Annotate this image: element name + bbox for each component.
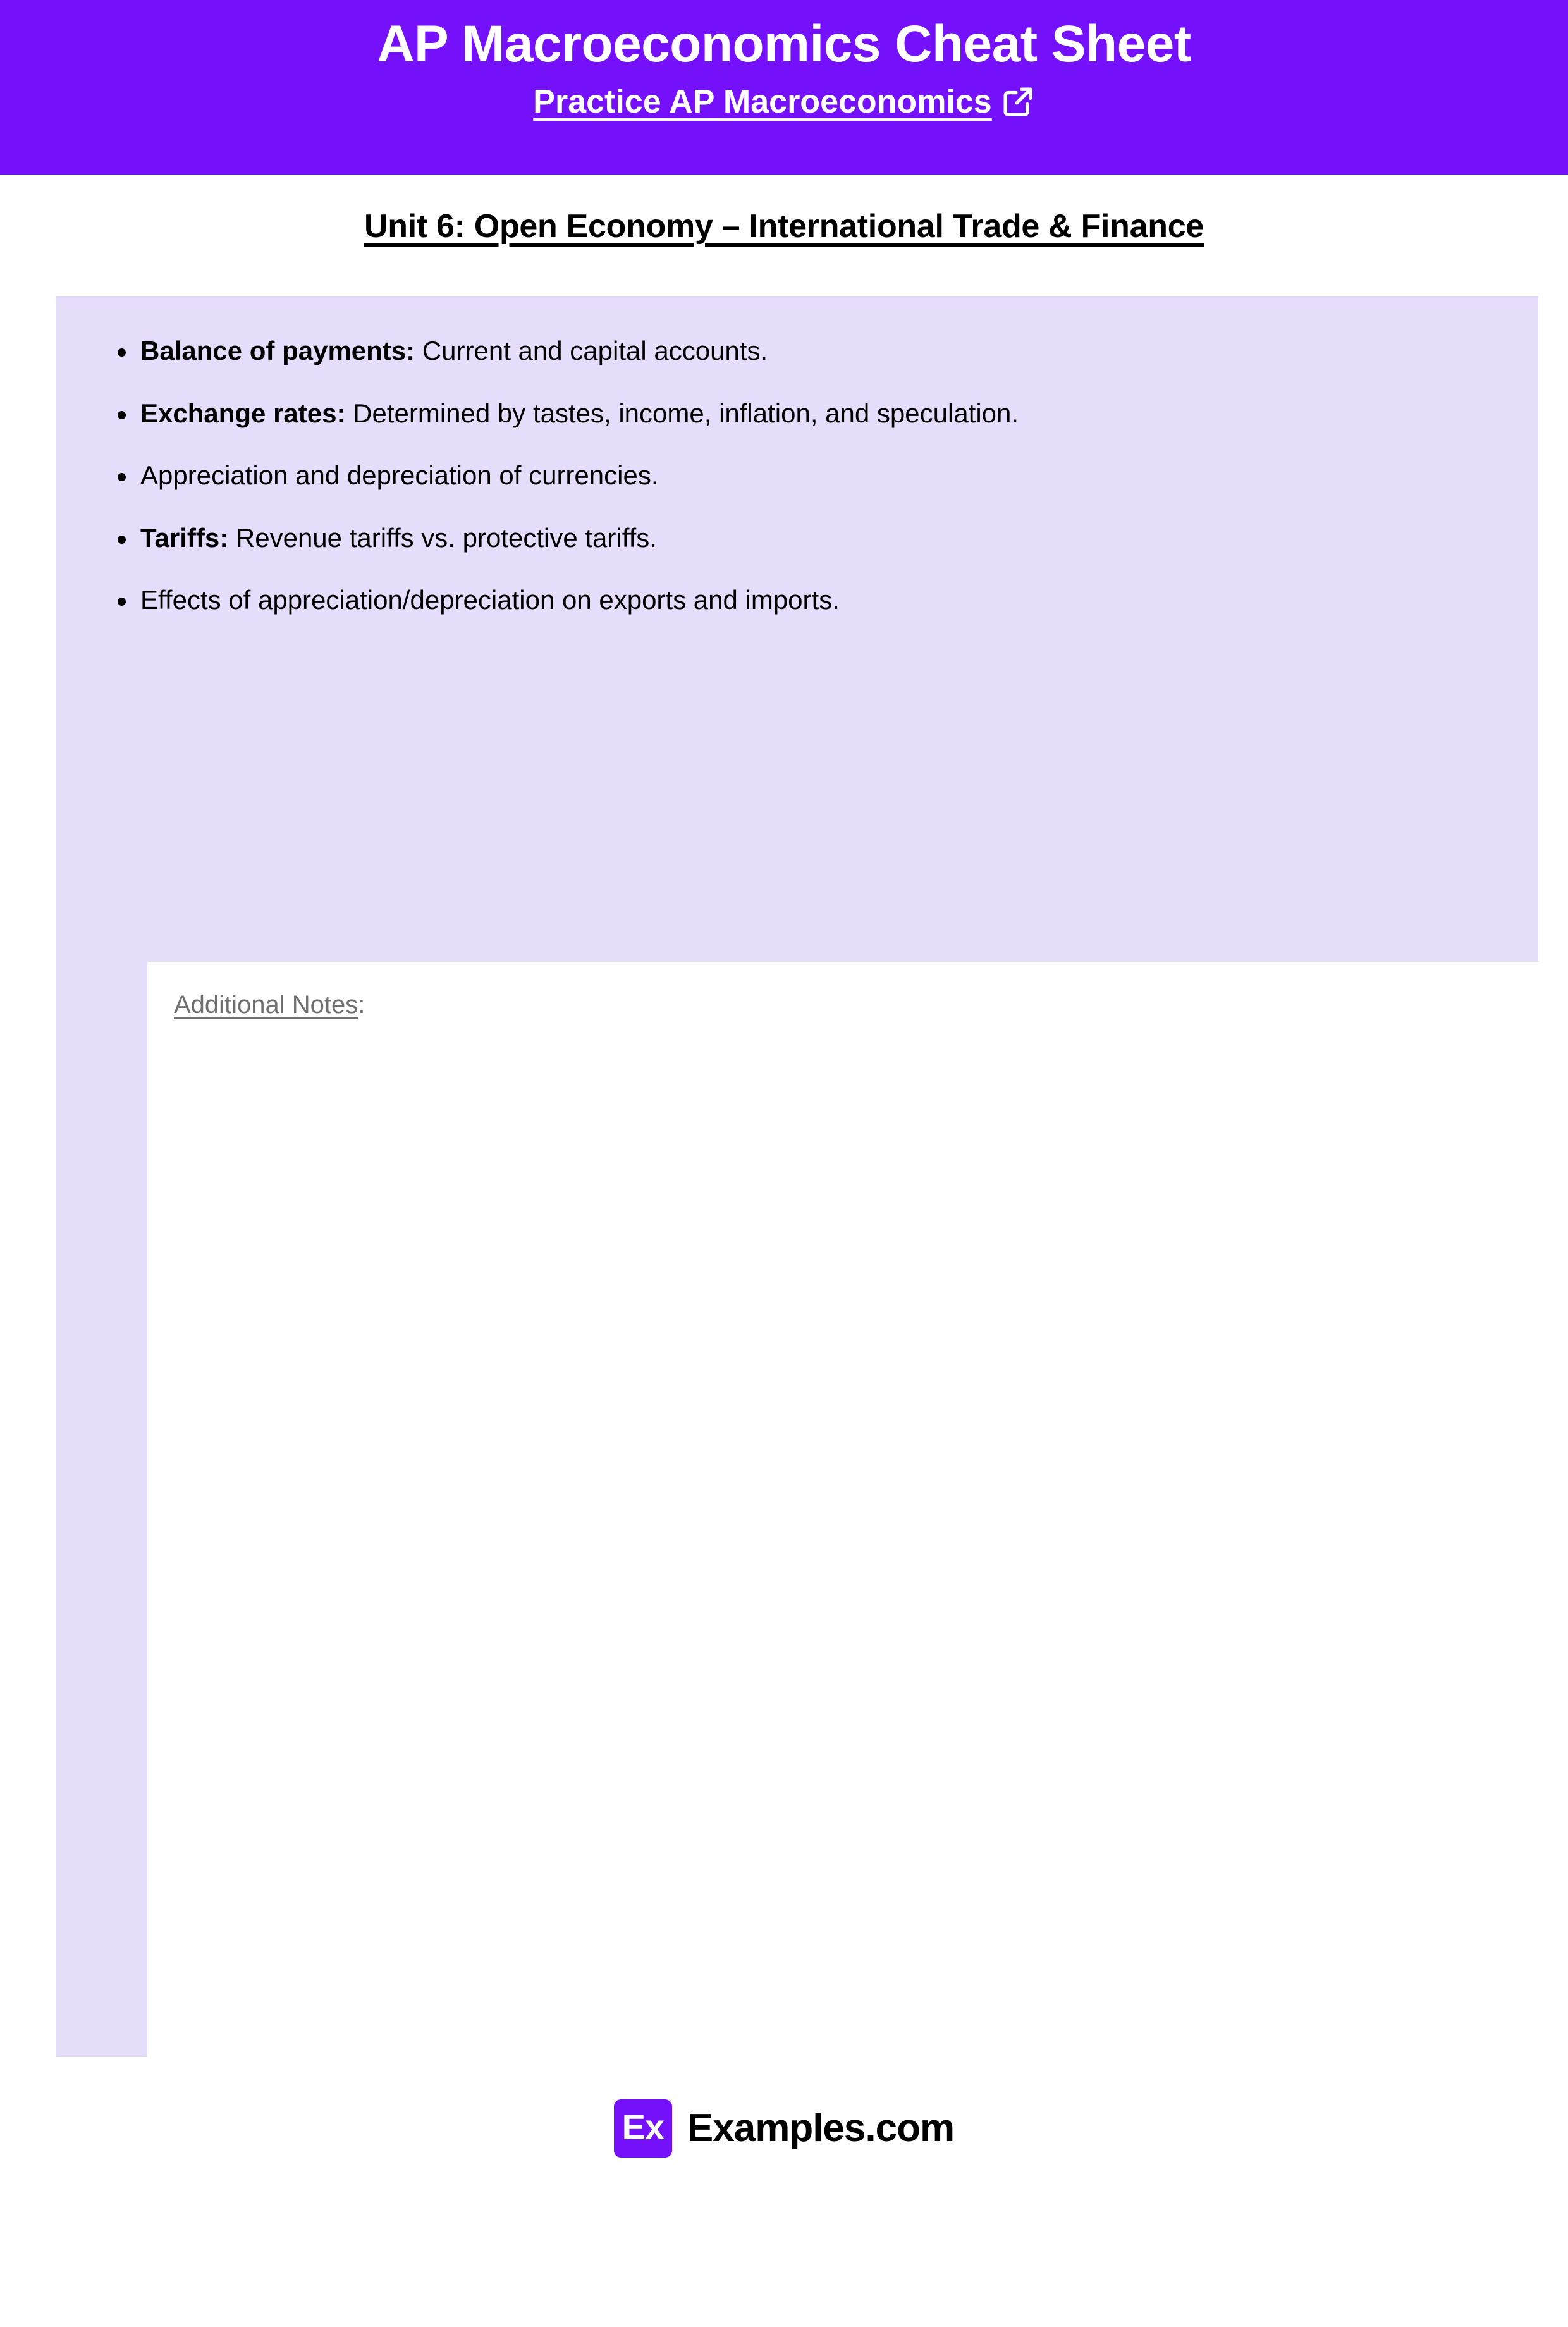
list-item-term: Exchange rates: xyxy=(140,398,346,428)
list-item-term: Tariffs: xyxy=(140,522,229,553)
page-title: AP Macroeconomics Cheat Sheet xyxy=(377,15,1191,73)
examples-logo-text: Examples.com xyxy=(687,2106,955,2150)
practice-link[interactable] xyxy=(533,83,1034,121)
list-item-text: Revenue tariffs vs. protective tariffs. xyxy=(228,522,657,553)
content-panel xyxy=(56,296,1538,2057)
unit-title-container xyxy=(0,207,1568,245)
practice-link-label: Practice AP Macroeconomics xyxy=(533,83,992,120)
list-item-term: Balance of payments: xyxy=(140,336,415,365)
list-item xyxy=(118,584,1538,616)
external-link-icon xyxy=(1001,85,1035,119)
list-item-text: Current and capital accounts. xyxy=(415,336,768,365)
list-item xyxy=(118,335,1538,367)
additional-notes-label-text: Additional Notes xyxy=(174,991,358,1019)
list-item xyxy=(118,460,1538,491)
list-item-text: Effects of appreciation/depreciation on exports and imports. xyxy=(140,585,840,615)
examples-logo-icon: Ex xyxy=(614,2099,672,2158)
additional-notes-label xyxy=(174,990,1562,1020)
list-item-text: Determined by tastes, income, inflation, and speculation. xyxy=(345,398,1019,428)
site-footer xyxy=(0,2099,1568,2158)
topic-bullet-list xyxy=(56,296,1538,616)
page-header xyxy=(0,0,1568,175)
additional-notes-label-colon: : xyxy=(358,991,365,1019)
list-item xyxy=(118,522,1538,554)
list-item xyxy=(118,398,1538,429)
list-item-text: Appreciation and depreciation of currencies. xyxy=(140,460,659,491)
unit-title: Unit 6: Open Economy – International Trade & Finance xyxy=(364,208,1204,245)
